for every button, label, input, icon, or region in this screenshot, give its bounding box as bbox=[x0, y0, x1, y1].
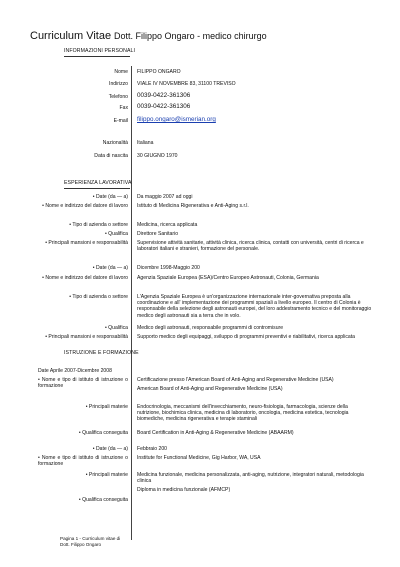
edu2-dates: Febbraio 200 bbox=[137, 446, 168, 452]
field-value-address: VIALE IV NOVEMBRE 83, 31100 TREVISO bbox=[137, 81, 236, 87]
email-link[interactable] bbox=[137, 117, 372, 123]
edu1-subjects: Endocrinologia, meccanismi dell'invecchiamento, neuro-fisiologia, farmacologia, scienze della nutrizione, biochimica clinica, medicina di laboratorio, oncologia, medicina estetica, tecnologia biomediche, medicina rigenerativa e terapie staminali bbox=[137, 404, 349, 423]
section-rule bbox=[64, 56, 130, 57]
work1-type-label: • Tipo di azienda o settore bbox=[69, 222, 128, 228]
section-heading-education: ISTRUZIONE E FORMAZIONE bbox=[64, 350, 139, 356]
field-label-fax: Fax bbox=[119, 105, 128, 111]
section-rule bbox=[64, 188, 130, 189]
work2-employer: Agenzia Spaziale Europea (ESA)/Centro Europeo Astronauti, Colonia, Germania bbox=[137, 275, 319, 281]
edu1-subjects-label: • Principali materie bbox=[85, 404, 128, 410]
edu1-dates-label: Date Aprile 2007-Dicembre 2008 bbox=[38, 368, 112, 374]
edu2-dates-label: • Date (da — a) bbox=[92, 446, 128, 452]
work2-type: L'Agenzia Spaziale Europea è un'organizzazione internazionale inter-governativa preposta alla coordinazione e all' implementazione dei programmi spaziali a livello europeo. Il centro di Colonia è responsabile della selezione degli astronauti europei, del loro addestramento tecnico e del monitoraggio medico degli astronauti sia a terra che in volo. bbox=[137, 294, 372, 319]
work2-duties-label: • Principali mansioni e responsabilità bbox=[45, 334, 128, 340]
edu2-subjects: Medicina funzionale, medicina personalizzata, anti-aging, nutrizione, integratori naturali, metodologia clinica bbox=[137, 472, 364, 485]
edu2-institute: Institute for Functional Medicine, Gig Harbor, WA, USA bbox=[137, 455, 261, 461]
field-value-fax: 0039-0422-361306 bbox=[137, 103, 191, 110]
work2-duties: Supporto medico degli equipaggi, sviluppo di programmi preventivi e riabilitativi, ricerca applicata bbox=[137, 334, 356, 340]
field-label-nationality: Nazionalità bbox=[102, 140, 128, 146]
work1-duties-label: • Principali mansioni e responsabilità bbox=[45, 240, 128, 246]
edu1-institute2: American Board of Anti-Aging and Regenerative Medicine (USA) bbox=[137, 386, 283, 392]
edu1-qual-label: • Qualifica conseguita bbox=[78, 430, 128, 436]
work2-employer-label: • Nome e indirizzo del datore di lavoro bbox=[42, 275, 128, 281]
edu2-subjects-label: • Principali materie bbox=[85, 472, 128, 478]
section-heading-work: ESPERIENZA LAVORATIVA bbox=[64, 180, 132, 186]
field-value-name: FILIPPO ONGARO bbox=[137, 69, 181, 75]
work2-role-label: • Qualifica bbox=[104, 325, 128, 331]
column-divider bbox=[131, 66, 132, 540]
field-value-phone: 0039-0422-361306 bbox=[137, 92, 191, 99]
page-title bbox=[30, 30, 267, 42]
title-main: Curriculum Vitae bbox=[30, 30, 112, 42]
work1-role: Direttore Sanitario bbox=[137, 231, 179, 237]
field-value-birthdate: 30 GIUGNO 1970 bbox=[137, 153, 178, 159]
page-footer bbox=[60, 536, 120, 548]
work1-dates: Da maggio 2007 ad oggi bbox=[137, 194, 193, 200]
section-heading-personal: INFORMAZIONI PERSONALI bbox=[64, 48, 136, 54]
work1-employer-label: • Nome e indirizzo del datore di lavoro bbox=[42, 203, 128, 209]
field-label-name: Nome bbox=[114, 69, 128, 75]
work1-role-label: • Qualifica bbox=[104, 231, 128, 237]
work2-dates: Dicembre 1998-Maggio 200 bbox=[137, 265, 200, 271]
field-label-address: Indirizzo bbox=[109, 81, 128, 87]
work2-role: Medico degli astronauti, responsabile programmi di contromisure bbox=[137, 325, 284, 331]
edu2-subjects2: Diploma in medicina funzionale (AFMCP) bbox=[137, 487, 231, 493]
edu2-qual-label: • Qualifica conseguita bbox=[78, 497, 128, 503]
work2-dates-label: • Date (da — a) bbox=[92, 265, 128, 271]
field-value-nationality: Italiana bbox=[137, 140, 154, 146]
work1-employer: Istituto di Medicina Rigenerativa e Anti-Aging s.r.l. bbox=[137, 203, 249, 209]
work2-type-label: • Tipo di azienda o settore bbox=[69, 294, 128, 300]
field-label-birthdate: Data di nascita bbox=[94, 153, 128, 159]
field-label-phone: Telefono bbox=[108, 94, 128, 100]
footer-line1: Pagina 1 - Curriculum vitae di bbox=[60, 536, 121, 541]
edu1-institute-label: • Nome e tipo di istituto di istruzione o formazione bbox=[38, 377, 128, 390]
email-link-text[interactable]: filippo.ongaro@ismerian.org bbox=[137, 116, 216, 123]
edu2-institute-label: • Nome e tipo di istituto di istruzione o formazione bbox=[38, 455, 128, 468]
edu1-institute: Certificazione presso l'American Board of Anti-Aging and Regenerative Medicine (USA) bbox=[137, 377, 334, 383]
work1-duties: Supervisione attività sanitarie, attività clinica, ricerca clinica, contatti con università, centri di ricerca e laboratori italiani e stranieri, formazione del personale. bbox=[137, 240, 364, 253]
work1-dates-label: • Date (da — a) bbox=[92, 194, 128, 200]
title-sub: Dott. Filippo Ongaro - medico chirurgo bbox=[114, 31, 267, 41]
work1-type: Medicina, ricerca applicata bbox=[137, 222, 198, 228]
footer-line2: Dott. Filippo Ongaro bbox=[60, 542, 102, 547]
edu1-qual: Board Certification in Anti-Aging & Regenerative Medicine (ABAARM) bbox=[137, 430, 294, 436]
field-label-email: E-mail bbox=[113, 118, 128, 124]
